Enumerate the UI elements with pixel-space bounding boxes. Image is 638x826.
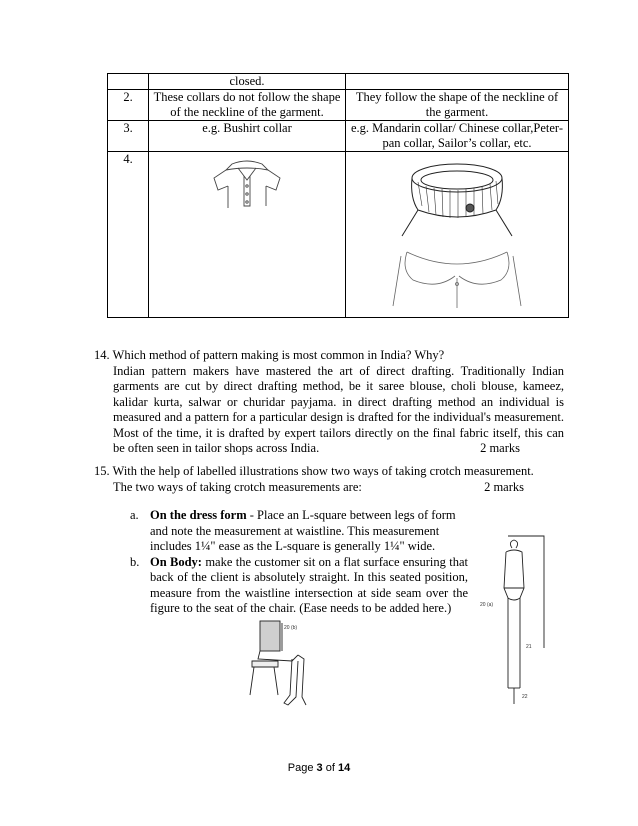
table-row: [108, 152, 569, 318]
question-15-text: 15. With the help of labelled illustrations show two ways of taking crotch measurement.: [94, 464, 534, 478]
page-footer: [0, 762, 638, 774]
question-14-text: 14. Which method of pattern making is most common in India? Why?: [94, 348, 445, 362]
list-item-text: make the customer sit on a flat surface ensuring that back of the client is absolutely straight. In this seated position, measure from the waistline intersection at side seam over the figure to the seat of the chair. (Ease needs to be added here.): [150, 554, 468, 615]
peter-pan-collar-sketch: [387, 246, 527, 310]
question-14-answer: [94, 364, 564, 457]
marks-label: 2 marks: [484, 479, 524, 494]
figure-label-22: 22: [522, 694, 528, 700]
table-row: [108, 121, 569, 152]
cell-text: [346, 74, 569, 90]
answer-text: Indian pattern makers have mastered the art of direct drafting. Traditionally Indian garments are cut by direct drafting method, be it saree blouse, choli blouse, kameez, kalidar kurta, salwar or churidar payjama. in direct drafting method an individual is measured and a pattern for a particular design is drafted for the individual's measurement. Most of the time, it is drafted by expert tailors directly on the final fabric itself, this can be often seen in tailor shops across India.: [113, 363, 564, 455]
list-item-title: On the dress form: [150, 508, 247, 522]
marks-label: 2 marks: [480, 441, 520, 455]
list-item-label: b.: [130, 554, 140, 569]
cell-text: closed.: [149, 74, 346, 90]
list-item-text: - Place an L-square between legs of form and note the measurement at waistline. This measurement includes 1¼" ease as the L-square is generally 1¼" wide.: [150, 508, 456, 553]
figure-label-21: 21: [526, 644, 532, 650]
bushirt-collar-sketch: [202, 156, 292, 214]
list-item-label: a.: [130, 508, 139, 522]
footer-middle: of: [322, 762, 338, 774]
row-number: 4.: [108, 152, 149, 318]
cell-text: e.g. Bushirt collar: [149, 121, 346, 152]
page-total: 14: [337, 762, 351, 774]
table-row: [108, 74, 569, 90]
list-item: [130, 555, 468, 617]
cell-text: These collars do not follow the shape of the neckline of the garment.: [149, 90, 346, 121]
collar-comparison-table: [107, 73, 569, 318]
mandarin-collar-sketch-cell: [346, 152, 569, 318]
cell-text: They follow the shape of the neckline of the garment.: [346, 90, 569, 121]
table-row: [108, 90, 569, 121]
row-number: [108, 74, 149, 90]
figure-label-20b: 20 (b): [284, 625, 298, 631]
footer-prefix: Page: [287, 762, 317, 774]
question-14: [94, 348, 564, 457]
seated-crotch-measurement-illustration: [238, 615, 328, 710]
question-15-intro-line: [94, 480, 564, 496]
question-15: [94, 464, 564, 495]
cell-text: e.g. Mandarin collar/ Chinese collar,Peter-pan collar, Sailor’s collar, etc.: [346, 121, 569, 152]
crotch-measurement-methods: [130, 508, 470, 617]
question-15-intro: The two ways of taking crotch measurements are:: [113, 479, 362, 494]
mandarin-collar-sketch: [382, 158, 532, 238]
list-item: [130, 508, 470, 555]
figure-label-20a: 20 (a): [480, 602, 494, 608]
page-current: 3: [316, 762, 323, 774]
dress-form-illustration: [478, 528, 558, 708]
list-item-title: On Body:: [150, 554, 202, 569]
row-number: 3.: [108, 121, 149, 152]
bushirt-collar-sketch-cell: [149, 152, 346, 318]
row-number: 2.: [108, 90, 149, 121]
